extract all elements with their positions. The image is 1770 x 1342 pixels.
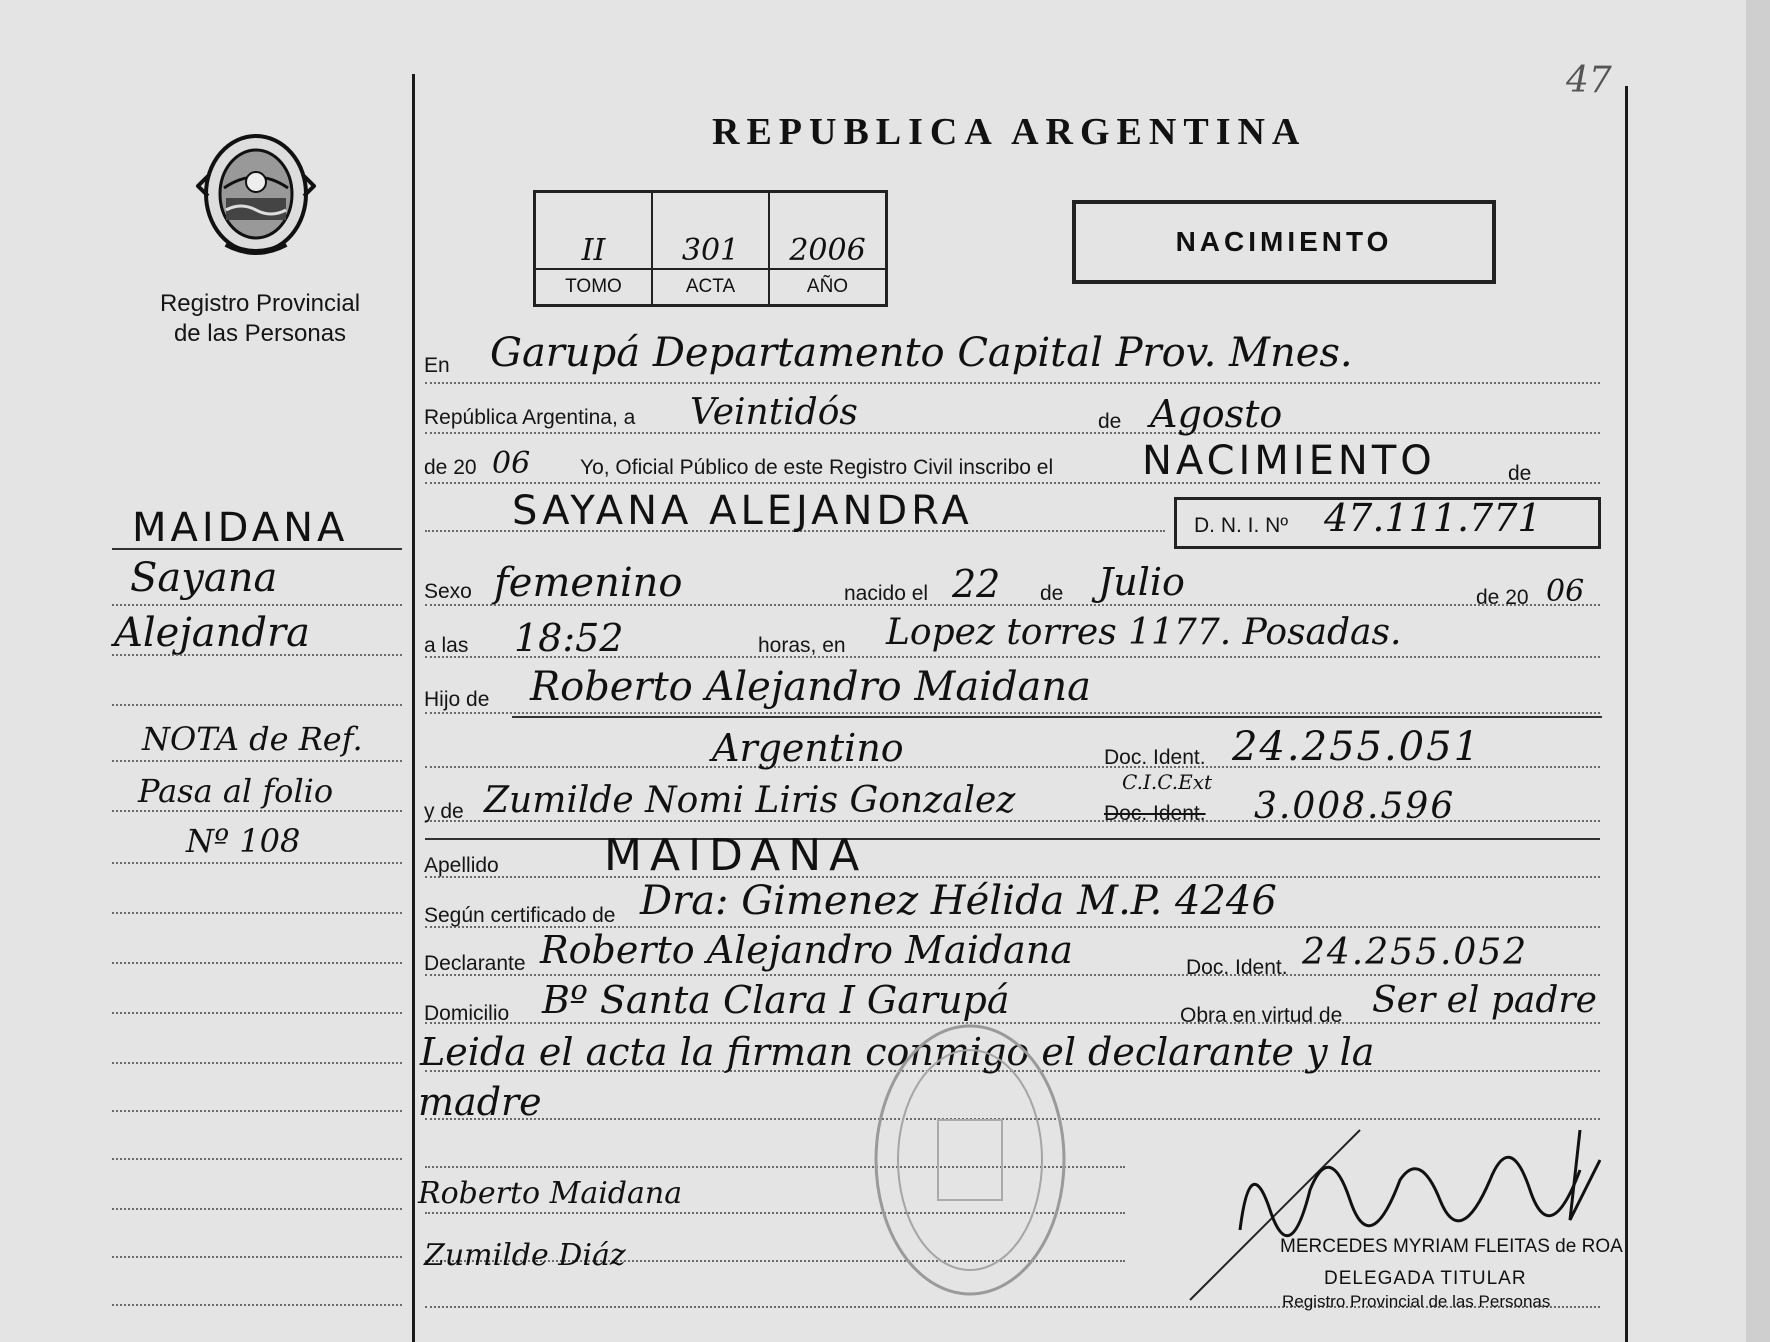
value-birth-year-suffix: 06: [1546, 574, 1585, 609]
label-en: En: [424, 354, 450, 377]
label-de-name: de: [1508, 462, 1532, 485]
official-title: DELEGADA TITULAR: [1324, 1268, 1527, 1289]
value-birth-place: Lopez torres 1177. Posadas.: [886, 612, 1402, 653]
margin-given-name-2: Alejandra: [114, 610, 310, 656]
value-certificate: Dra: Gimenez Hélida M.P. 4246: [640, 878, 1277, 924]
label-a-las: a las: [424, 634, 469, 657]
right-margin-rule: [1625, 86, 1628, 1342]
tomo-value: II: [581, 233, 606, 268]
section-rule: [425, 838, 1600, 840]
value-day-words: Veintidós: [690, 392, 858, 433]
label-segun-certificado: Según certificado de: [424, 904, 616, 927]
value-act: NACIMIENTO: [1142, 438, 1436, 484]
page-number: 47: [1566, 60, 1612, 101]
margin-dotted-line: [112, 810, 402, 813]
value-surname: MAIDANA: [604, 830, 868, 881]
margin-dotted-line: [112, 704, 402, 707]
label-yo-oficial: Yo, Oficial Público de este Registro Civil inscribo el: [580, 456, 1054, 479]
margin-dotted-line: [112, 654, 402, 657]
value-mother-doc-type: C.I.C.Ext: [1122, 770, 1213, 794]
page-edge-shadow: [1746, 0, 1770, 1342]
official-office: Registro Provincial de las Personas: [1282, 1292, 1551, 1311]
margin-dotted-line: [112, 1062, 402, 1065]
value-mother-doc: 3.008.596: [1254, 786, 1456, 827]
label-y-de: y de: [424, 800, 464, 823]
margin-dotted-line: [112, 760, 402, 763]
left-column-rule: [412, 74, 415, 1342]
value-reading-line2: madre: [418, 1080, 542, 1124]
tomo-cell: [536, 193, 653, 304]
value-month: Agosto: [1150, 392, 1283, 436]
registry-name-line1: Registro Provincial: [159, 290, 361, 317]
acta-label: ACTA: [653, 268, 768, 304]
form-line: [425, 974, 1600, 977]
record-box: [533, 190, 888, 307]
margin-dotted-line: [112, 1304, 402, 1307]
margin-dotted-line: [112, 1256, 402, 1259]
label-horas-en: horas, en: [758, 634, 846, 657]
label-dni: D. N. I. Nº: [1194, 514, 1289, 537]
label-declarante: Declarante: [424, 952, 526, 975]
value-address: Bº Santa Clara I Garupá: [542, 978, 1010, 1022]
value-declarant-doc: 24.255.052: [1302, 932, 1529, 973]
anio-cell: [770, 193, 885, 304]
label-doc-ident-declarant: Doc. Ident.: [1186, 956, 1288, 979]
label-doc-ident-father: Doc. Ident.: [1104, 746, 1206, 769]
father-signature: Roberto Maidana: [418, 1176, 683, 1211]
label-de-month: de: [1098, 410, 1122, 433]
anio-label: AÑO: [770, 268, 885, 304]
value-mother: Zumilde Nomi Liris Gonzalez: [484, 780, 1016, 821]
value-father-nationality: Argentino: [712, 726, 904, 770]
value-time: 18:52: [514, 616, 624, 660]
margin-surname: MAIDANA: [132, 505, 349, 551]
label-de-20-birth: de 20: [1476, 586, 1529, 609]
margin-dotted-line: [112, 1158, 402, 1161]
value-father: Roberto Alejandro Maidana: [530, 664, 1092, 710]
margin-note-1: NOTA de Ref.: [142, 720, 363, 758]
value-virtue: Ser el padre: [1372, 980, 1597, 1021]
act-type-box: NACIMIENTO: [1072, 200, 1496, 284]
margin-note-3: Nº 108: [186, 822, 301, 860]
anio-value: 2006: [789, 233, 866, 268]
acta-value: 301: [681, 233, 740, 268]
registry-name-line2: de las Personas: [173, 320, 347, 347]
acta-cell: [653, 193, 770, 304]
value-year-suffix: 06: [492, 446, 531, 481]
value-reading-line1: Leida el acta la firman conmigo el declarante y la: [420, 1030, 1375, 1074]
official-name: MERCEDES MYRIAM FLEITAS de ROA: [1280, 1236, 1623, 1257]
country-title: REPUBLICA ARGENTINA: [712, 111, 1307, 153]
value-name: SAYANA ALEJANDRA: [512, 488, 973, 534]
margin-dotted-line: [112, 862, 402, 865]
label-domicilio: Domicilio: [424, 1002, 510, 1025]
label-de-20: de 20: [424, 456, 477, 479]
value-birth-day: 22: [952, 562, 1001, 606]
misiones-seal-icon: [196, 126, 316, 266]
official-stamp-icon: [870, 1020, 1070, 1300]
value-birth-month: Julio: [1098, 560, 1185, 604]
label-obra-en-virtud: Obra en virtud de: [1180, 1004, 1343, 1027]
section-rule: [512, 716, 1602, 718]
value-place: Garupá Departamento Capital Prov. Mnes.: [490, 330, 1353, 376]
label-apellido: Apellido: [424, 854, 499, 877]
label-republica: República Argentina, a: [424, 406, 636, 429]
label-doc-ident-mother: Doc. Ident.: [1104, 802, 1206, 825]
margin-dotted-line: [112, 604, 402, 607]
value-declarant: Roberto Alejandro Maidana: [540, 928, 1073, 972]
label-hijo-de: Hijo de: [424, 688, 490, 711]
tomo-label: TOMO: [536, 268, 651, 304]
margin-dotted-line: [112, 1012, 402, 1015]
margin-dotted-line: [112, 912, 402, 915]
margin-dotted-line: [112, 1208, 402, 1211]
margin-dotted-line: [112, 1110, 402, 1113]
value-father-doc: 24.255.051: [1232, 724, 1482, 770]
margin-given-name-1: Sayana: [130, 555, 278, 601]
label-nacido: nacido el: [844, 582, 929, 605]
form-line: [425, 712, 1600, 715]
mother-signature: Zumilde Diáz: [424, 1238, 626, 1273]
value-dni: 47.111.771: [1324, 496, 1542, 540]
label-de-birth-month: de: [1040, 582, 1064, 605]
form-line: [425, 432, 1600, 435]
margin-note-2: Pasa al folio: [138, 772, 334, 810]
label-sexo: Sexo: [424, 580, 472, 603]
value-sex: femenino: [494, 560, 683, 606]
form-line: [425, 382, 1600, 385]
margin-dotted-line: [112, 962, 402, 965]
